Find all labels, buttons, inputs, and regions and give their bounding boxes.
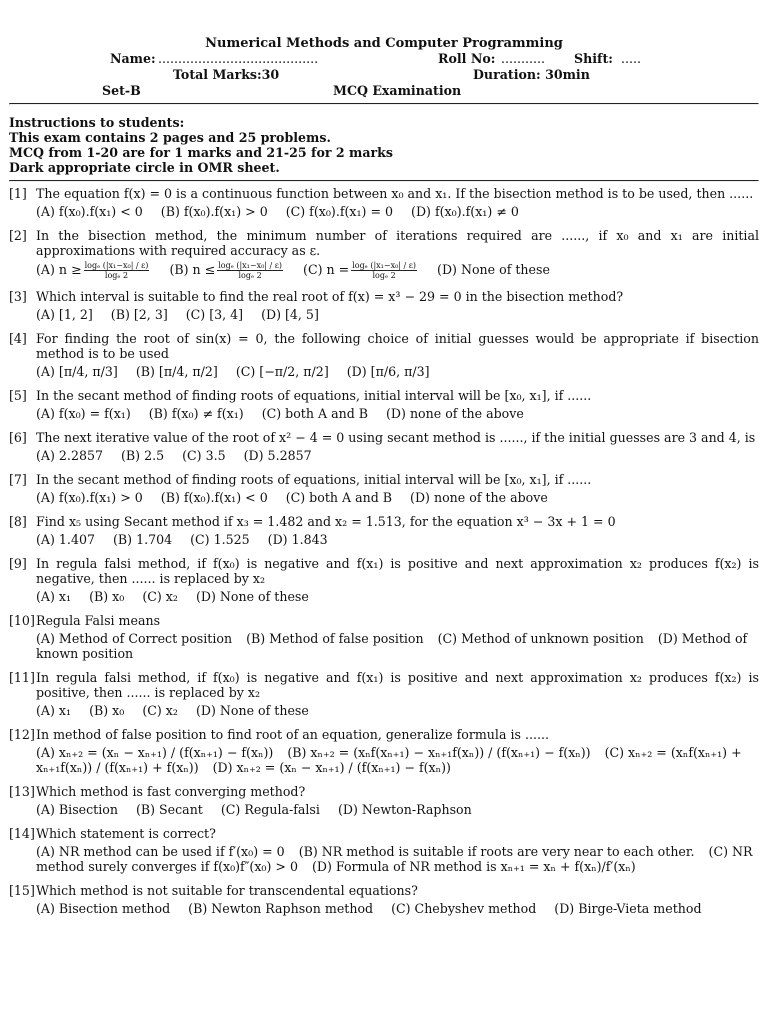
question-line — [9, 228, 759, 258]
answer-option-text: (D) f(x₀).f(x₁) ≠ 0 — [411, 204, 519, 219]
question — [9, 883, 759, 916]
answer-option-text: (B) f(x₀).f(x₁) < 0 — [160, 490, 268, 505]
answer-option-text: (C) NR method surely converges if f(x₀)f″(x₀) > 0 — [36, 844, 753, 874]
question-number: [8] — [9, 514, 27, 529]
question-text: In regula falsi method, if f(x₀) is negative and f(x₁) is positive and next approximation x₂ produces f(x₂) is positive, then ...... is replaced by x₂ — [36, 670, 759, 700]
answer-options — [9, 589, 759, 604]
total-marks: Total Marks:30 — [173, 67, 280, 82]
answer-option-text: (C) both A and B — [285, 490, 393, 505]
instruction-line: Dark appropriate circle in OMR sheet. — [9, 160, 280, 175]
answer-option[interactable] — [111, 307, 168, 322]
answer-option-text: (C) [3, 4] — [185, 307, 244, 322]
answer-options — [9, 703, 759, 718]
answer-option-text: (D) 1.843 — [267, 532, 328, 547]
question-number: [7] — [9, 472, 27, 487]
answer-option[interactable] — [299, 844, 695, 859]
answer-option[interactable] — [411, 204, 519, 219]
duration: Duration: 30min — [473, 67, 590, 82]
answer-option-text: (D) 5.2857 — [243, 448, 312, 463]
answer-option-text: (A) Bisection method — [36, 901, 171, 916]
question-number: [2] — [9, 228, 27, 243]
answer-option[interactable] — [410, 490, 548, 505]
answer-option[interactable] — [36, 532, 95, 547]
answer-option[interactable] — [36, 703, 71, 718]
question-number: [4] — [9, 331, 27, 346]
question-text: Which method is fast converging method? — [36, 784, 306, 799]
answer-option[interactable] — [142, 703, 178, 718]
question-line — [9, 388, 759, 403]
answer-option[interactable] — [36, 844, 285, 859]
question-number: [15] — [9, 883, 35, 898]
answer-options — [9, 448, 759, 463]
header-divider — [9, 103, 759, 105]
answer-option[interactable] — [391, 901, 536, 916]
answer-option-text: (B) [π/4, π/2] — [135, 364, 218, 379]
answer-option-text: (B) n ≤ — [169, 262, 216, 277]
answer-option[interactable] — [303, 261, 419, 280]
question — [9, 472, 759, 505]
name-blank[interactable]: ........................................ — [158, 51, 319, 66]
question — [9, 228, 759, 280]
question-number: [14] — [9, 826, 35, 841]
question-text: Which method is not suitable for transcendental equations? — [36, 883, 418, 898]
fraction-denominator: logₑ 2 — [372, 271, 396, 280]
question-line — [9, 883, 759, 898]
question — [9, 826, 759, 874]
answer-option[interactable] — [186, 307, 243, 322]
answer-options — [9, 631, 759, 661]
answer-option-text: (B) Secant — [135, 802, 203, 817]
answer-option-text: (B) NR method is suitable if roots are very near to each other. — [298, 844, 695, 859]
answer-option[interactable] — [268, 532, 328, 547]
answer-option[interactable] — [196, 703, 309, 718]
answer-option[interactable] — [36, 490, 143, 505]
answer-option[interactable] — [36, 448, 103, 463]
answer-option[interactable] — [213, 760, 451, 775]
question-line — [9, 826, 759, 841]
answer-option[interactable] — [89, 589, 124, 604]
shift-label: Shift: — [574, 51, 613, 66]
log-fraction — [84, 261, 150, 280]
question-line — [9, 514, 759, 529]
answer-option-text: (A) f(x₀).f(x₁) < 0 — [36, 204, 143, 219]
answer-option[interactable] — [36, 204, 143, 219]
answer-option[interactable] — [36, 901, 170, 916]
answer-option[interactable] — [161, 204, 268, 219]
answer-option-text: (A) NR method can be used if f′(x₀) = 0 — [36, 844, 285, 859]
question-number: [3] — [9, 289, 27, 304]
answer-options — [9, 307, 759, 322]
question-line — [9, 727, 759, 742]
question — [9, 784, 759, 817]
question-line — [9, 289, 759, 304]
answer-option[interactable] — [554, 901, 701, 916]
answer-option-text: (B) 2.5 — [121, 448, 165, 463]
question-line — [9, 613, 759, 628]
question-text: In the secant method of finding roots of equations, initial interval will be [x₀, x₁], if ...... — [36, 388, 592, 403]
question-line — [9, 430, 759, 445]
answer-option-text: (C) f(x₀).f(x₁) = 0 — [285, 204, 394, 219]
exam-type: MCQ Examination — [333, 83, 462, 98]
answer-option[interactable] — [437, 262, 550, 277]
answer-option[interactable] — [244, 448, 312, 463]
question-text: Find x₅ using Secant method if x₃ = 1.482 and x₂ = 1.513, for the equation x³ − 3x + 1 = 0 — [36, 514, 616, 529]
answer-option-text: (C) x₂ — [142, 703, 178, 718]
question-line — [9, 670, 759, 700]
answer-option[interactable] — [312, 859, 636, 874]
name-roll-shift-row — [9, 51, 759, 67]
answer-options — [9, 532, 759, 547]
fraction-denominator: logₑ 2 — [238, 271, 262, 280]
answer-option-text: (B) f(x₀) ≠ f(x₁) — [148, 406, 244, 421]
answer-option-text: (C) Method of unknown position — [437, 631, 644, 646]
question-text: In method of false position to find root of an equation, generalize formula is ...... — [36, 727, 549, 742]
roll-blank[interactable]: ........... — [501, 51, 546, 66]
log-fraction — [351, 261, 417, 280]
answer-option[interactable] — [262, 406, 368, 421]
answer-option[interactable] — [286, 490, 392, 505]
answer-option-text: (D) None of these — [195, 589, 309, 604]
answer-options — [9, 745, 759, 775]
marks-duration-row — [9, 67, 759, 83]
answer-option[interactable] — [149, 406, 244, 421]
answer-options — [9, 901, 759, 916]
answer-option-text: (A) x₁ — [36, 589, 72, 604]
question-number: [5] — [9, 388, 27, 403]
question — [9, 514, 759, 547]
fraction-denominator: logₑ 2 — [104, 271, 129, 280]
answer-option-text: (C) 3.5 — [182, 448, 226, 463]
answer-option-text: (C) both A and B — [261, 406, 369, 421]
answer-option-text: (D) Method of known position — [36, 631, 748, 661]
answer-option-text: (B) x₀ — [89, 589, 125, 604]
question — [9, 331, 759, 379]
answer-option-text: (D) none of the above — [410, 490, 548, 505]
answer-options — [9, 802, 759, 817]
question-text: Which interval is suitable to find the real root of f(x) = x³ − 29 = 0 in the bisection method? — [36, 289, 624, 304]
question-line — [9, 331, 759, 361]
answer-option-text: (A) 1.407 — [36, 532, 95, 547]
set-exam-row — [9, 83, 759, 99]
answer-option[interactable] — [182, 448, 226, 463]
answer-option-text: (A) xₙ₊₂ = (xₙ − xₙ₊₁) / (f(xₙ₊₁) − f(xₙ)) — [36, 745, 274, 760]
question-text: In regula falsi method, if f(x₀) is negative and f(x₁) is positive and next approximation x₂ produces f(x₂) is negative, then ...... is replaced by x₂ — [36, 556, 759, 586]
answer-option-text: (D) [π/6, π/3] — [346, 364, 430, 379]
answer-option[interactable] — [113, 532, 172, 547]
instructions-heading: Instructions to students: — [9, 115, 185, 130]
answer-options — [9, 261, 759, 280]
answer-option-text: (B) x₀ — [89, 703, 125, 718]
answer-options — [9, 490, 759, 505]
answer-option-text: (B) Method of false position — [246, 631, 424, 646]
answer-option[interactable] — [36, 364, 118, 379]
answer-option-text: (A) f(x₀).f(x₁) > 0 — [36, 490, 143, 505]
instructions-block — [9, 115, 759, 175]
fraction-numerator: logₑ (|x₁−x₀| / ε) — [218, 261, 283, 270]
question-text: The equation f(x) = 0 is a continuous function between x₀ and x₁. If the bisection method is to be used, then ...... — [36, 186, 754, 201]
answer-option[interactable] — [236, 364, 329, 379]
question — [9, 556, 759, 604]
question-text: In the bisection method, the minimum number of iterations required are ......, if x₀ and x₁ are initial approximations with required accuracy as ε. — [36, 228, 759, 258]
answer-option[interactable] — [169, 261, 285, 280]
answer-option-text: (C) 1.525 — [190, 532, 250, 547]
answer-option-text: (A) f(x₀) = f(x₁) — [36, 406, 131, 421]
answer-option-text: (D) Newton-Raphson — [337, 802, 472, 817]
question — [9, 727, 759, 775]
answer-options — [9, 406, 759, 421]
roll-label: Roll No: — [438, 51, 496, 66]
log-fraction — [217, 261, 283, 280]
answer-option-text: (B) f(x₀).f(x₁) > 0 — [160, 204, 268, 219]
question-text: For finding the root of sin(x) = 0, the following choice of initial guesses would be appropriate if bisection method is to be used — [36, 331, 759, 361]
answer-option-text: (C) Chebyshev method — [391, 901, 537, 916]
answer-option[interactable] — [142, 589, 178, 604]
question-number: [13] — [9, 784, 35, 799]
answer-option-text: (C) [−π/2, π/2] — [235, 364, 329, 379]
answer-option[interactable] — [36, 589, 71, 604]
question-line — [9, 556, 759, 586]
question-line — [9, 186, 759, 201]
answer-option-text: (C) xₙ₊₂ = (xₙf(xₙ₊₁) + xₙ₊₁f(xₙ)) / (f(xₙ₊₁) + f(xₙ)) — [36, 745, 742, 775]
answer-option-text: (D) [4, 5] — [261, 307, 319, 322]
question — [9, 388, 759, 421]
answer-option-text: (A) Method of Correct position — [36, 631, 233, 646]
answer-option-text: (C) Regula-falsi — [220, 802, 320, 817]
question-text: Regula Falsi means — [36, 613, 161, 628]
question-number: [6] — [9, 430, 27, 445]
answer-option[interactable] — [36, 261, 151, 280]
answer-option-text: (A) [1, 2] — [36, 307, 93, 322]
answer-option[interactable] — [246, 631, 424, 646]
answer-option-text: (A) x₁ — [36, 703, 72, 718]
answer-options — [9, 204, 759, 219]
answer-option-text: (B) [2, 3] — [110, 307, 168, 322]
instructions-divider — [9, 180, 759, 182]
fraction-numerator: logₑ (|x₁−x₀| / ε) — [352, 261, 417, 270]
answer-option-text: (B) Newton Raphson method — [188, 901, 374, 916]
answer-option-text: (D) none of the above — [386, 406, 524, 421]
exam-header — [9, 36, 759, 51]
answer-option-text: (D) xₙ₊₂ = (xₙ − xₙ₊₁) / (f(xₙ₊₁) − f(xₙ)) — [212, 760, 451, 775]
answer-option[interactable] — [36, 745, 273, 760]
answer-option[interactable] — [89, 703, 124, 718]
question-line — [9, 784, 759, 799]
answer-option-text: (C) n = — [303, 262, 350, 277]
question — [9, 670, 759, 718]
answer-option[interactable] — [287, 745, 590, 760]
question — [9, 186, 759, 219]
set-label: Set-B — [102, 83, 141, 98]
question-number: [1] — [9, 186, 27, 201]
course-title: Numerical Methods and Computer Programming — [205, 36, 563, 51]
question — [9, 613, 759, 661]
answer-option[interactable] — [188, 901, 373, 916]
answer-option-text: (D) None of these — [437, 262, 550, 277]
answer-option-text: (B) 1.704 — [112, 532, 173, 547]
name-label: Name: — [110, 51, 156, 66]
shift-blank[interactable]: ..... — [621, 51, 642, 66]
answer-option[interactable] — [261, 307, 319, 322]
answer-option[interactable] — [36, 307, 93, 322]
answer-option-text: (A) Bisection — [36, 802, 118, 817]
question-text: The next iterative value of the root of x² − 4 = 0 using secant method is ......, if the initial guesses are 3 and 4, is — [36, 430, 756, 445]
fraction-numerator: logₑ (|x₁−x₀| / ε) — [84, 261, 149, 270]
answer-option-text: (D) Formula of NR method is xₙ₊₁ = xₙ + f(xₙ)/f′(xₙ) — [311, 859, 636, 874]
answer-option[interactable] — [196, 589, 309, 604]
answer-option[interactable] — [286, 204, 393, 219]
question-text: In the secant method of finding roots of equations, initial interval will be [x₀, x₁], if ...... — [36, 472, 592, 487]
answer-option[interactable] — [136, 364, 218, 379]
question-number: [9] — [9, 556, 27, 571]
answer-option-text: (D) Birge-Vieta method — [554, 901, 702, 916]
answer-option[interactable] — [121, 448, 164, 463]
answer-option[interactable] — [36, 802, 118, 817]
question-line — [9, 472, 759, 487]
question — [9, 430, 759, 463]
exam-page — [9, 36, 759, 916]
answer-options — [9, 844, 759, 874]
answer-options — [9, 364, 759, 379]
answer-option[interactable] — [36, 406, 131, 421]
question-list — [9, 186, 759, 916]
question — [9, 289, 759, 322]
instruction-line: This exam contains 2 pages and 25 problems. — [9, 130, 331, 145]
question-text: Which statement is correct? — [36, 826, 216, 841]
answer-option-text: (A) n ≥ — [36, 262, 82, 277]
answer-option-text: (A) [π/4, π/3] — [36, 364, 118, 379]
answer-option[interactable] — [136, 802, 203, 817]
answer-option[interactable] — [161, 490, 268, 505]
answer-option-text: (D) None of these — [195, 703, 309, 718]
answer-option-text: (B) xₙ₊₂ = (xₙf(xₙ₊₁) − xₙ₊₁f(xₙ)) / (f(xₙ₊₁) − f(xₙ)) — [287, 745, 591, 760]
answer-option[interactable] — [347, 364, 430, 379]
question-number: [11] — [9, 670, 35, 685]
answer-option[interactable] — [386, 406, 524, 421]
answer-option[interactable] — [36, 631, 232, 646]
answer-option[interactable] — [338, 802, 472, 817]
answer-option[interactable] — [190, 532, 250, 547]
question-number: [10] — [9, 613, 35, 628]
question-number: [12] — [9, 727, 35, 742]
answer-option-text: (A) 2.2857 — [36, 448, 103, 463]
answer-option[interactable] — [438, 631, 644, 646]
answer-option[interactable] — [221, 802, 320, 817]
answer-option-text: (C) x₂ — [142, 589, 178, 604]
instruction-line: MCQ from 1-20 are for 1 marks and 21-25 for 2 marks — [9, 145, 393, 160]
